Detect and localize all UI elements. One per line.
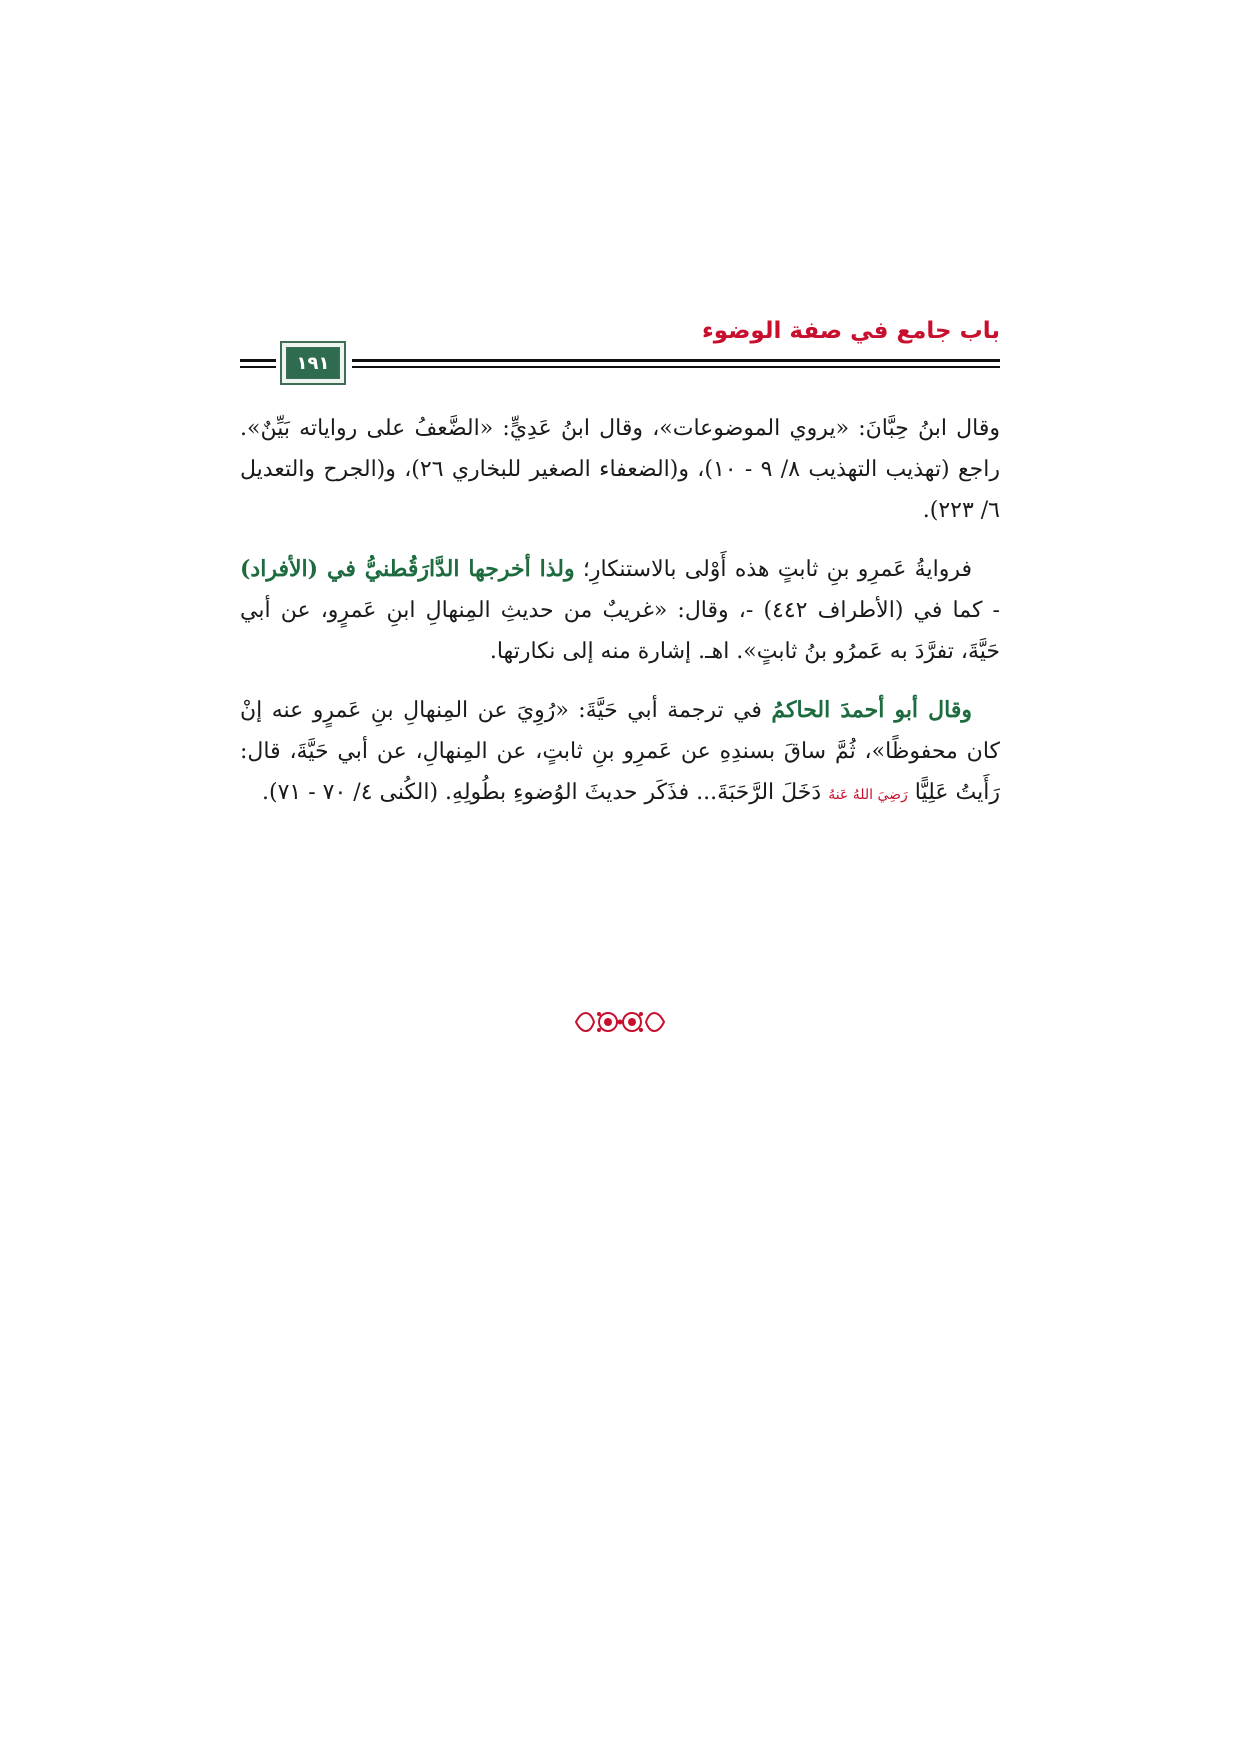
page-number-frame: [280, 341, 346, 385]
honorific-glyph: رَضِيَ اللهُ عَنهُ: [828, 787, 908, 803]
paragraph-text: في ترجمة أبي حَيَّةَ: «رُوِيَ عن المِنهالِ بنِ عَمرٍو عنه إنْ كان محفوظًا»، ثُمَّ ساقَ بسندِهِ عن عَمرِو بنِ ثابتٍ، عن المِنهالِ، عن أبي حَيَّةَ، قال: رَأَيتُ عَلِيًّا: [240, 698, 1000, 805]
page-header: [240, 318, 1000, 378]
page-body: [240, 408, 1000, 834]
page-number: ١٩١: [296, 352, 330, 374]
paragraph-text: - كما في (الأطراف ٤٤٢) -، وقال: «غريبٌ من حديثِ المِنهالِ ابنِ عَمرٍو، عن أبي حَيَّةَ، تفرَّدَ به عَمرُو بنُ ثابتٍ». اهـ. إشارة منه إلى نكارتها.: [240, 598, 1000, 664]
floral-divider-icon: [572, 1004, 668, 1040]
paragraph-text: فروايةُ عَمرِو بنِ ثابتٍ هذه أَوْلى بالاستنكارِ؛: [574, 557, 972, 582]
paragraph-text: دَخَلَ الرَّحَبَةَ... فذَكَر حديثَ الوُضوءِ بطُولِهِ. (الكُنى ٤/ ٧٠ - ٧١).: [262, 780, 829, 805]
paragraph-1: [240, 408, 1000, 531]
paragraph-text: وقال ابنُ حِبَّانَ: «يروي الموضوعات»، وقال ابنُ عَدِيٍّ: «الضَّعفُ على رواياته بَيِّنٌ». راجع (تهذيب التهذيب ٨/ ٩ - ١٠)، و(الضعفاء الصغير للبخاري ٢٦)، و(الجرح والتعديل ٦/ ٢٢٣).: [240, 416, 1000, 523]
header-rule: [352, 359, 1000, 362]
chapter-title: باب جامع في صفة الوضوء: [702, 318, 1000, 344]
paragraph-3: [240, 690, 1000, 816]
header-rule: [352, 366, 1000, 368]
header-rule: [240, 366, 276, 368]
highlighted-phrase: ولذا أخرجها الدَّارَقُطنيُّ في (الأفراد): [240, 556, 575, 582]
page-number-frame-inner: [286, 347, 340, 379]
paragraph-2: [240, 549, 1000, 672]
header-rule: [240, 359, 276, 362]
highlighted-phrase: وقال أبو أحمدَ الحاكمُ: [771, 697, 972, 723]
